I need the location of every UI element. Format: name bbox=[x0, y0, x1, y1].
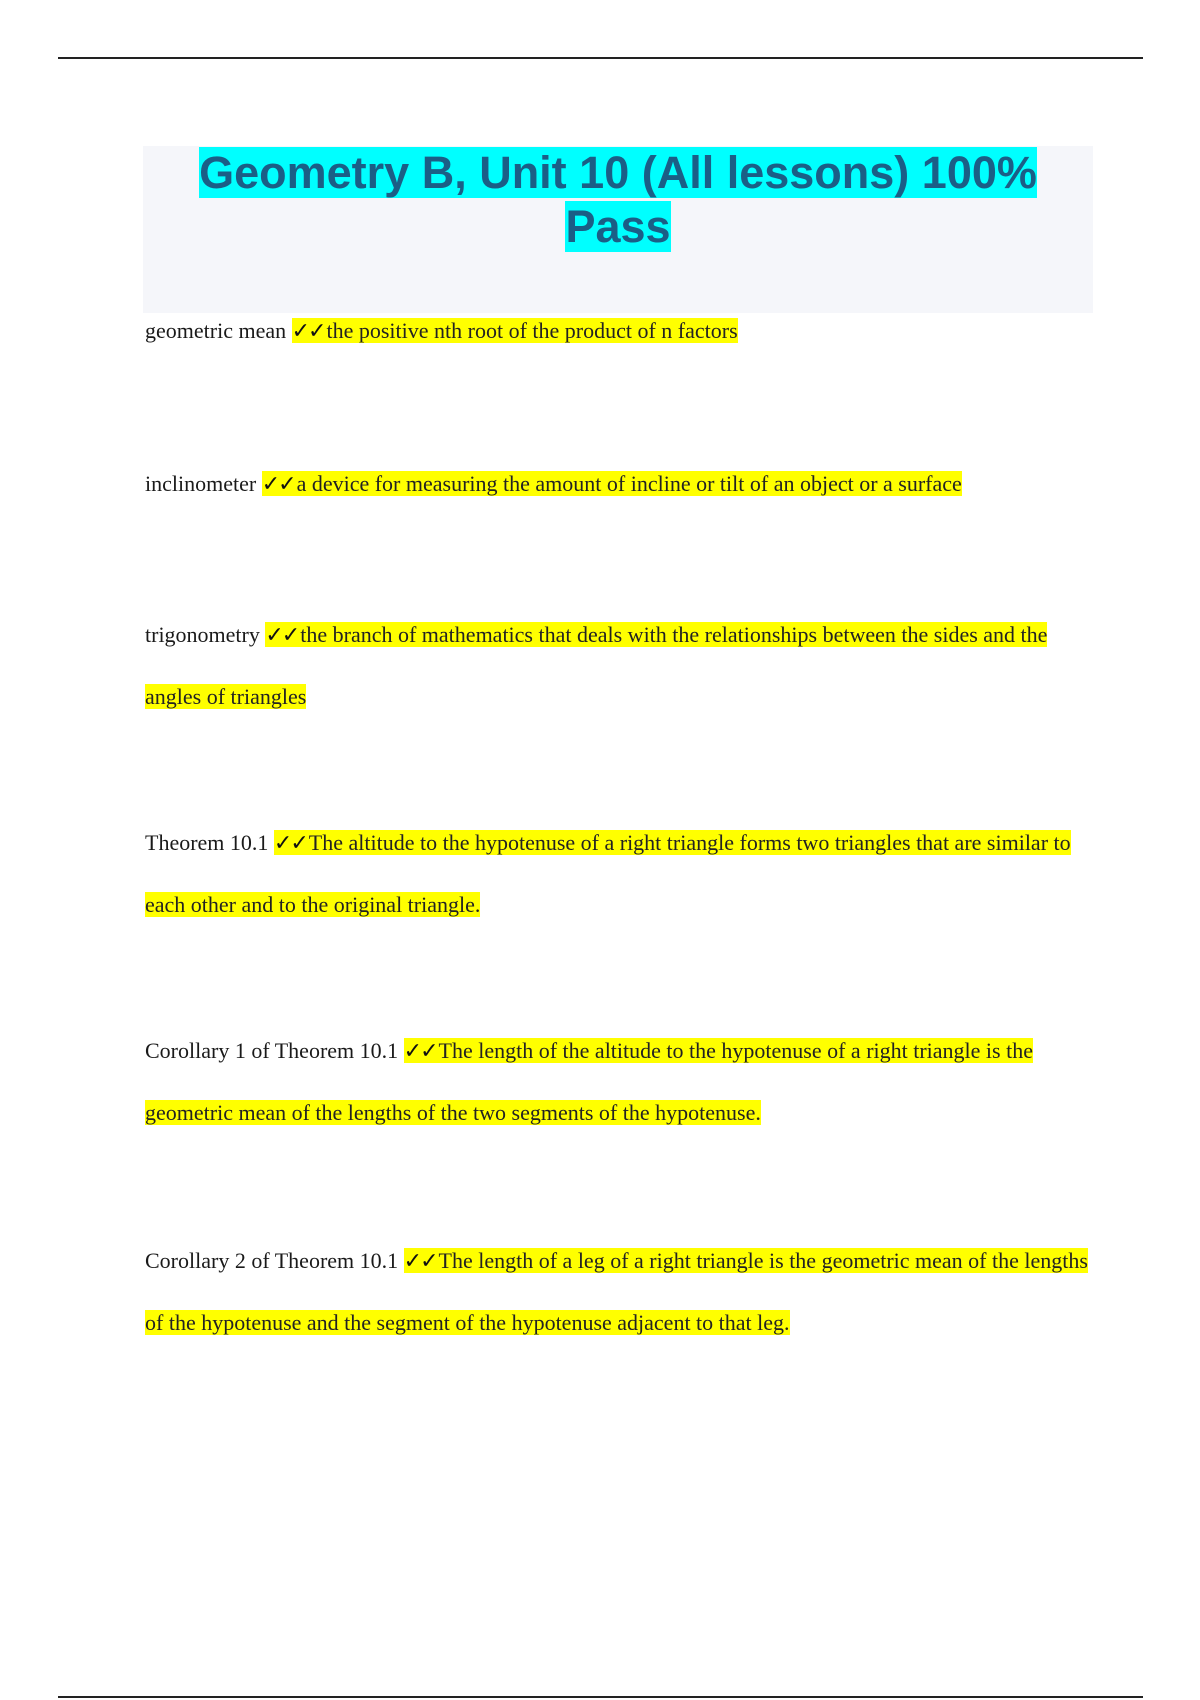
entry-term: geometric mean bbox=[145, 318, 287, 343]
double-check-icon: ✓✓ bbox=[261, 472, 295, 497]
double-check-icon: ✓✓ bbox=[265, 623, 299, 648]
double-check-icon: ✓✓ bbox=[273, 831, 307, 856]
flashcard-entry bbox=[145, 1020, 1090, 1143]
document-title bbox=[143, 146, 1093, 254]
flashcard-entry bbox=[145, 300, 1090, 362]
entry-term: trigonometry bbox=[145, 622, 260, 647]
entry-definition: The length of a leg of a right triangle is the geometric mean of the lengths of the hypotenuse and the segment of the hypotenuse adjacent to that leg. bbox=[145, 1248, 1088, 1335]
entry-definition: The altitude to the hypotenuse of a right triangle forms two triangles that are similar to each other and to the original triangle. bbox=[145, 830, 1071, 917]
entry-definition-highlight bbox=[292, 318, 738, 343]
footer-rule bbox=[58, 1696, 1143, 1698]
entry-term: inclinometer bbox=[145, 471, 257, 496]
entry-term: Theorem 10.1 bbox=[145, 830, 269, 855]
double-check-icon: ✓✓ bbox=[291, 319, 325, 344]
flashcard-entry bbox=[145, 453, 1090, 515]
flashcard-entry bbox=[145, 604, 1090, 727]
entry-term: Corollary 2 of Theorem 10.1 bbox=[145, 1248, 399, 1273]
entry-term: Corollary 1 of Theorem 10.1 bbox=[145, 1038, 399, 1063]
entry-definition-highlight bbox=[262, 471, 962, 496]
entry-definition-highlight bbox=[145, 830, 1071, 917]
entry-definition: a device for measuring the amount of incline or tilt of an object or a surface bbox=[296, 471, 962, 496]
double-check-icon: ✓✓ bbox=[403, 1039, 437, 1064]
entry-definition: the positive nth root of the product of n factors bbox=[326, 318, 738, 343]
double-check-icon: ✓✓ bbox=[403, 1249, 437, 1274]
title-block bbox=[143, 146, 1093, 313]
entry-definition-highlight bbox=[145, 622, 1047, 709]
document-title-text: Geometry B, Unit 10 (All lessons) 100% Pass bbox=[199, 147, 1037, 252]
header-rule bbox=[58, 57, 1143, 59]
entry-definition: The length of the altitude to the hypotenuse of a right triangle is the geometric mean of the lengths of the two segments of the hypotenuse. bbox=[145, 1038, 1033, 1125]
flashcard-entry bbox=[145, 1230, 1090, 1353]
entry-definition: the branch of mathematics that deals with the relationships between the sides and the angles of triangles bbox=[145, 622, 1048, 709]
flashcard-entry bbox=[145, 812, 1090, 935]
